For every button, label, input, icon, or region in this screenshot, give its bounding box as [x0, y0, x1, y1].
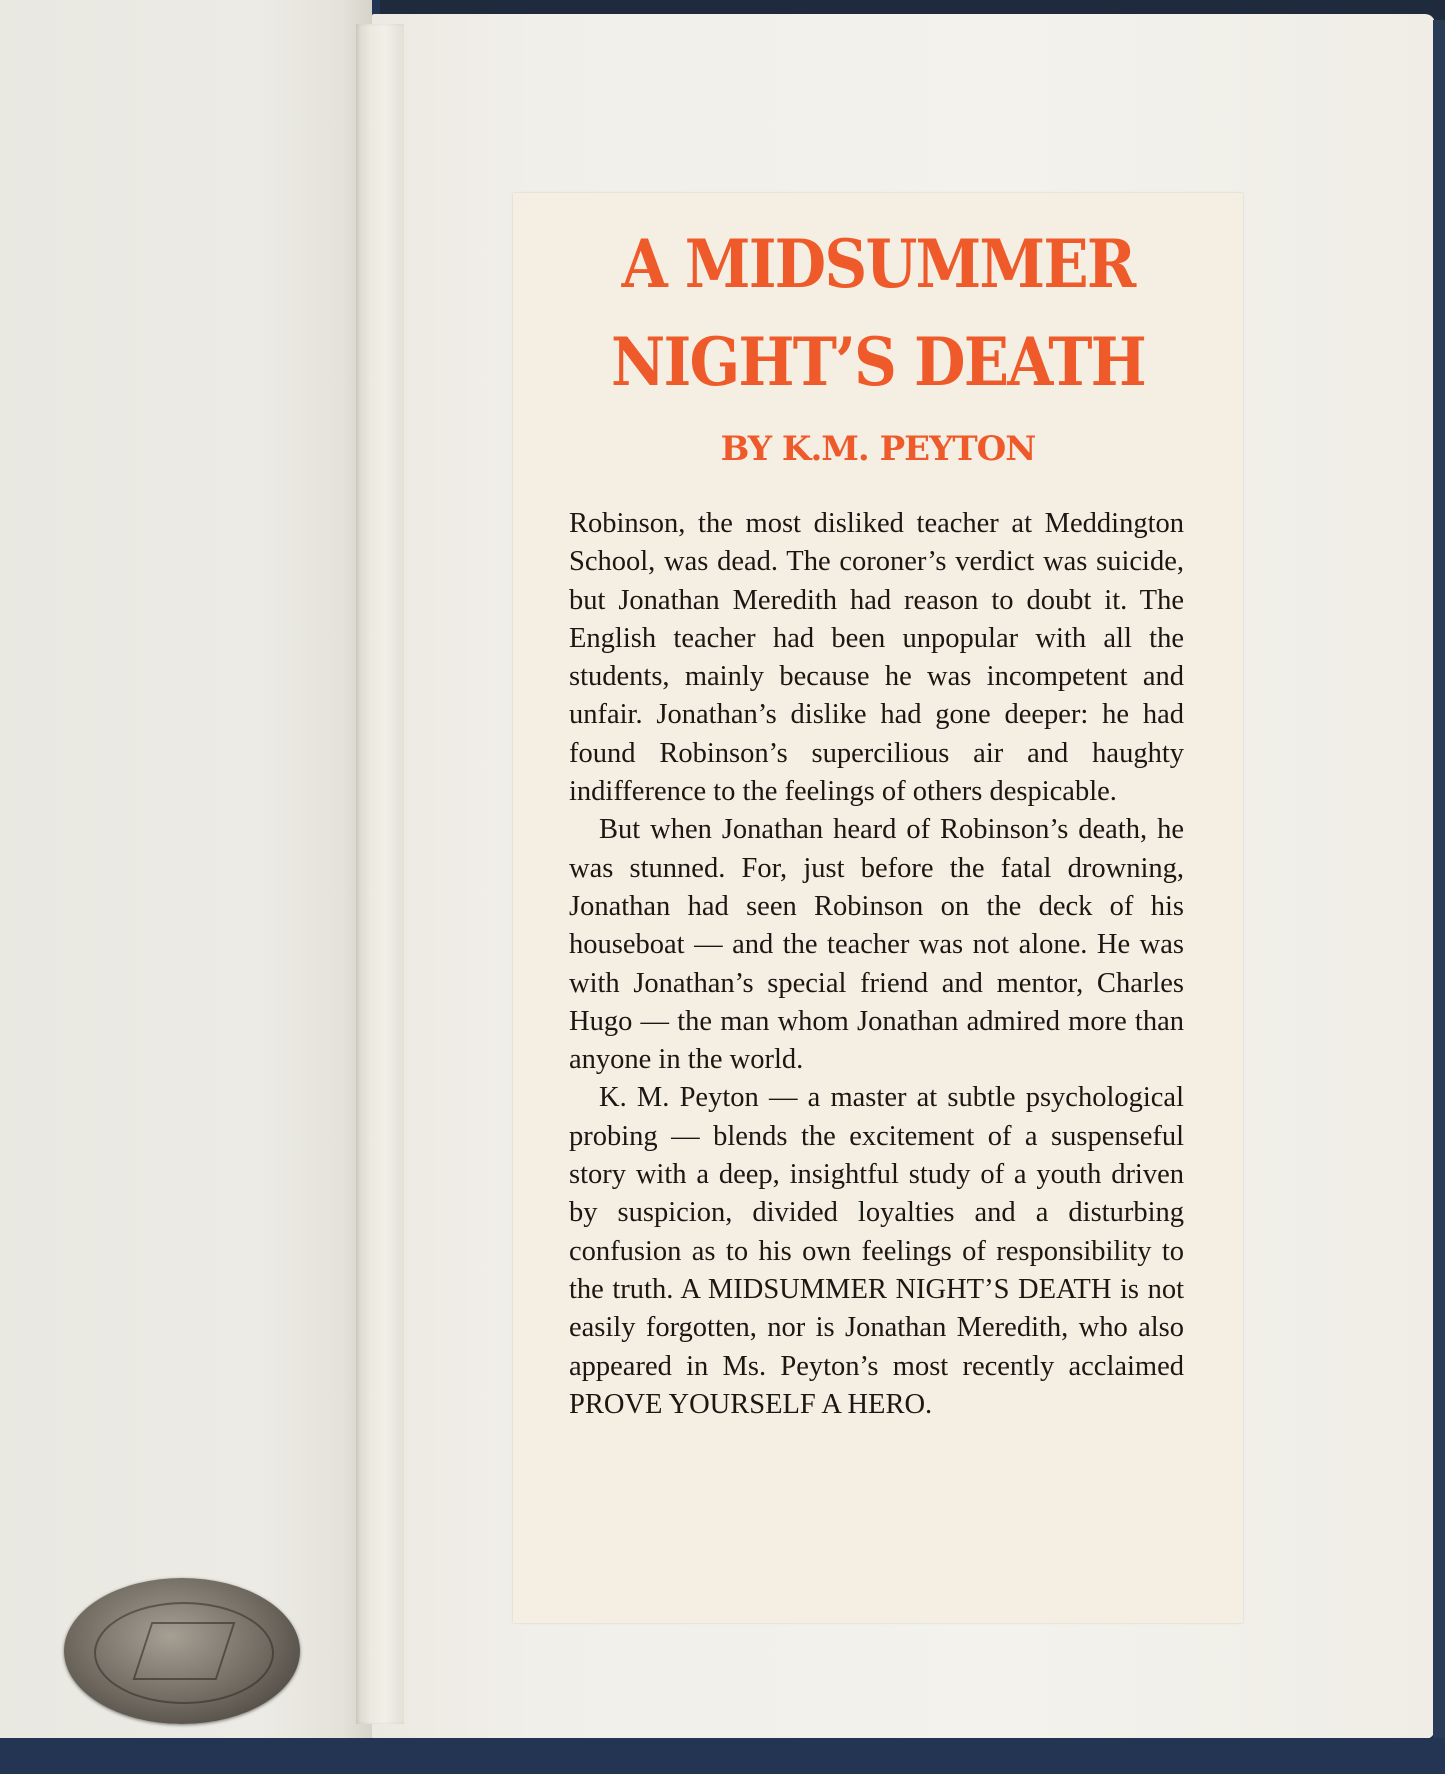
- blurb-paragraph-1: Robinson, the most disliked teacher at Meddington School, was dead. The coroner’s verdict was suicide, but Jonathan Meredith had reason to doubt it. The English teacher had been unpopular with all the students, mainly because he was incompetent and unfair. Jonathan’s dislike had gone deeper: he had found Robinson’s supercilious air and haughty indifference to the feelings of others despicable.: [569, 508, 1184, 808]
- blurb-paragraph-3: K. M. Peyton — a master at subtle psychological probing — blends the excitement of a suspenseful story with a deep, insightful study of a youth driven by suspicion, divided loyalties and a disturbing confusion as to his own feelings of responsibility to the truth. A MIDSUMMER NIGHT’S DEATH is not easily forgotten, nor is Jonathan Meredith, who also appeared in Ms. Peyton’s most recently acclaimed PROVE YOURSELF A HERO.: [569, 1082, 1184, 1420]
- book-title-line-2: NIGHT’S DEATH: [611, 323, 1145, 401]
- flap-blurb: [569, 505, 1184, 1424]
- book-title: [550, 193, 1207, 411]
- left-endpaper: [0, 0, 372, 1745]
- author-byline: BY K.M. PEYTON: [720, 429, 1036, 469]
- jacket-flap: [513, 193, 1243, 1623]
- book-seal-icon: [64, 1578, 300, 1724]
- book-title-line-1: A MIDSUMMER: [621, 225, 1135, 303]
- book-hinge: [356, 24, 404, 1724]
- book-cover-bottom: [0, 1738, 1445, 1774]
- book-cover-edge: [1433, 20, 1445, 1740]
- blurb-paragraph-2: But when Jonathan heard of Robinson’s death, he was stunned. For, just before the fatal drowning, Jonathan had seen Robinson on the deck of his houseboat — and the teacher was not alone. He was with Jonathan’s special friend and mentor, Charles Hugo — the man whom Jonathan admired more than anyone in the world.: [569, 814, 1184, 1076]
